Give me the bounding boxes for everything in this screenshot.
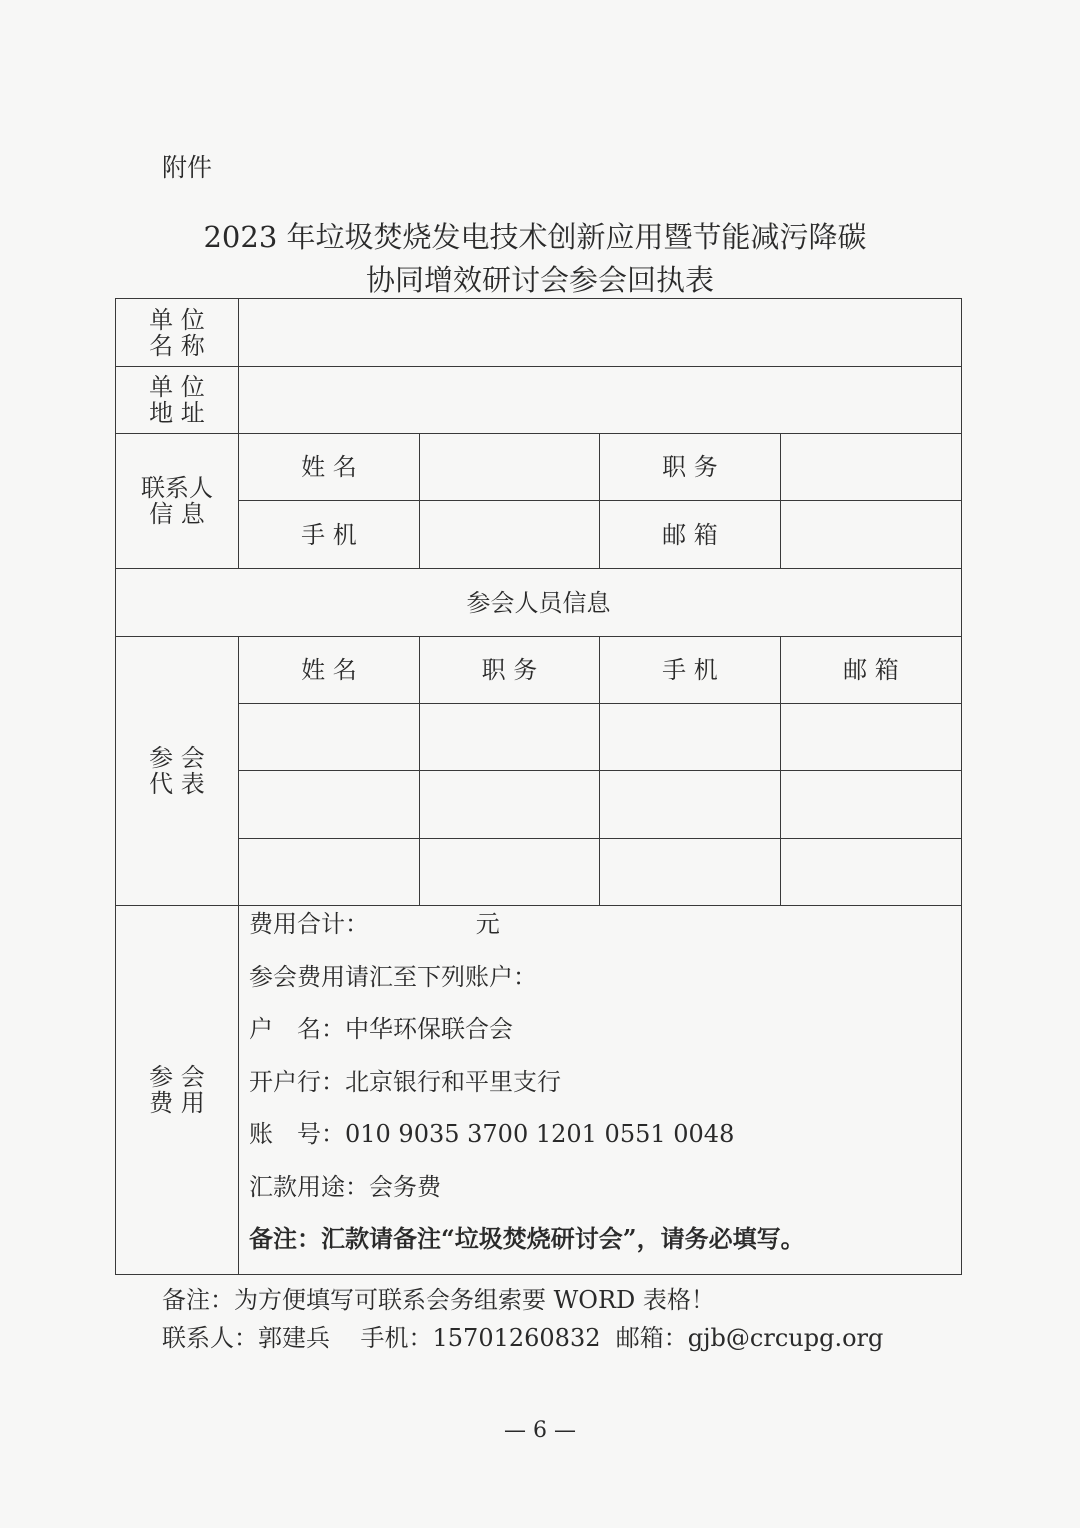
attendee-name-field[interactable]: [239, 839, 420, 906]
attendee-title-field[interactable]: [420, 704, 600, 771]
org-name-field[interactable]: [239, 299, 962, 367]
org-address-field[interactable]: [239, 367, 962, 434]
attendee-label: 参 会 代 表: [116, 637, 239, 906]
contact-name-field[interactable]: [420, 434, 600, 501]
footer-contact: 联系人：郭建兵 手机：15701260832 邮箱：gjb@crcupg.org: [162, 1324, 884, 1352]
attendee-email-field[interactable]: [781, 704, 962, 771]
attendee-phone-field[interactable]: [600, 771, 781, 839]
attendee-phone-field[interactable]: [600, 839, 781, 906]
attendee-row: [116, 839, 962, 906]
attendee-title-field[interactable]: [420, 839, 600, 906]
contact-name-label: 姓 名: [239, 434, 420, 501]
fee-remark: 备注：汇款请备注“垃圾焚烧研讨会”，请务必填写。: [249, 1224, 805, 1253]
attendee-email-field[interactable]: [781, 771, 962, 839]
attendee-title-field[interactable]: [420, 771, 600, 839]
attendee-email-field[interactable]: [781, 839, 962, 906]
org-name-label: 单 位 名 称: [116, 299, 239, 367]
form-title-line2: 协同增效研讨会参会回执表: [365, 263, 714, 297]
page-number: — 6 —: [504, 1418, 576, 1443]
fee-total: 费用合计： 元: [249, 910, 500, 938]
attendee-row: [116, 771, 962, 839]
form-title-line1: 2023 年垃圾焚烧发电技术创新应用暨节能减污降碳: [203, 220, 867, 254]
footer-note: 备注：为方便填写可联系会务组索要 WORD 表格！: [162, 1286, 715, 1314]
attendee-section-header: 参会人员信息: [116, 569, 962, 637]
contact-phone-label: 手 机: [239, 501, 420, 569]
contact-phone-field[interactable]: [420, 501, 600, 569]
contact-title-label: 职 务: [600, 434, 781, 501]
attendee-phone-field[interactable]: [600, 704, 781, 771]
attachment-label: 附件: [162, 153, 213, 182]
registration-form-table: [115, 298, 962, 1275]
attendee-col-phone: 手 机: [600, 637, 781, 704]
fee-details: [239, 906, 962, 1275]
bank-name: 开户行：北京银行和平里支行: [249, 1067, 561, 1096]
contact-email-label: 邮 箱: [600, 501, 781, 569]
payment-purpose: 汇款用途：会务费: [249, 1172, 441, 1201]
account-number: 账 号：010 9035 3700 1201 0551 0048: [249, 1120, 735, 1148]
attendee-name-field[interactable]: [239, 704, 420, 771]
account-name: 户 名：中华环保联合会: [249, 1015, 513, 1043]
attendee-row: [116, 704, 962, 771]
fee-instruction: 参会费用请汇至下列账户：: [249, 962, 537, 991]
org-address-label: 单 位 地 址: [116, 367, 239, 434]
contact-label: 联系人 信 息: [116, 434, 239, 569]
fee-label: 参 会 费 用: [116, 906, 239, 1275]
attendee-name-field[interactable]: [239, 771, 420, 839]
attendee-col-name: 姓 名: [239, 637, 420, 704]
attendee-col-email: 邮 箱: [781, 637, 962, 704]
attendee-col-title: 职 务: [420, 637, 600, 704]
contact-email-field[interactable]: [781, 501, 962, 569]
contact-title-field[interactable]: [781, 434, 962, 501]
